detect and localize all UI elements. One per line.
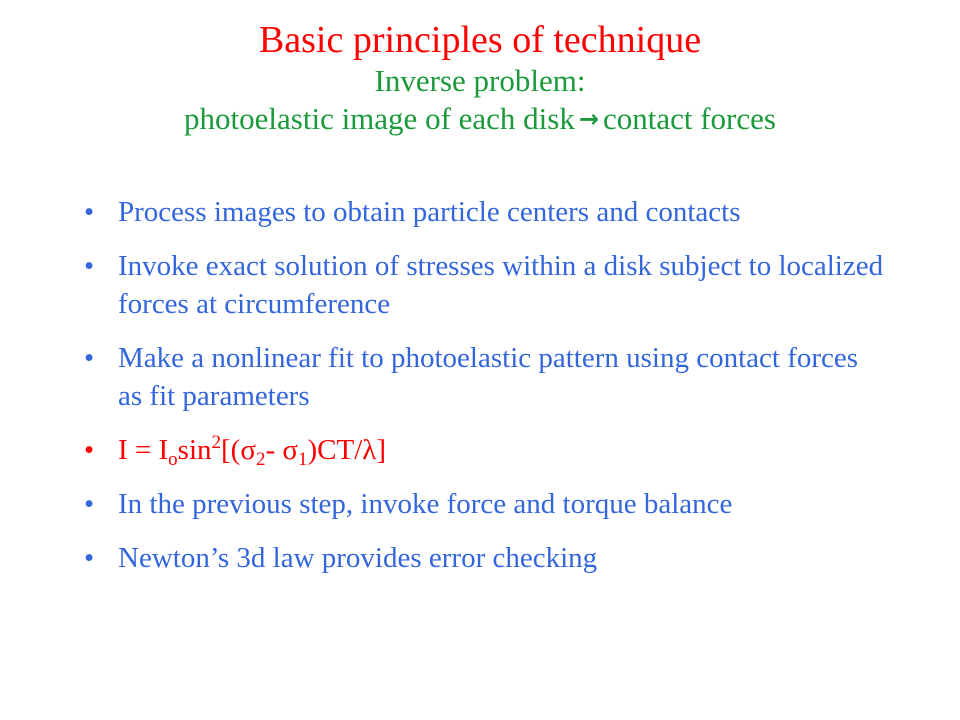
intensity-formula: $I = I_o\sin^2[(\sigma_2-$ $\sigma_1)CT/\lambda$]: [118, 432, 387, 470]
right-arrow-icon: →: [578, 105, 599, 133]
bullet-text: In the previous step, invoke force and torque balance: [118, 488, 733, 520]
bullet-dot: •: [84, 488, 95, 520]
bullet-item: [84, 247, 884, 323]
bullet-dot: •: [84, 434, 95, 466]
bullet-dot: •: [84, 542, 95, 574]
bullet-dot: •: [84, 342, 95, 374]
subtitle-right-text: contact forces: [602, 101, 776, 136]
bullet-item-formula: [84, 431, 884, 469]
slide-title: Basic principles of technique: [258, 19, 702, 61]
bullet-item: [84, 539, 884, 577]
bullet-item: [84, 193, 884, 231]
bullet-list: [84, 193, 884, 593]
title-block: [0, 18, 960, 138]
slide-subtitle-line-1: Inverse problem:: [374, 63, 586, 98]
bullet-item: [84, 485, 884, 523]
slide-subtitle-line-2: [0, 100, 960, 138]
bullet-text: Process images to obtain particle centers and contacts: [118, 196, 741, 228]
bullet-text: Make a nonlinear fit to photoelastic pattern using contact forces as fit parameters: [118, 342, 859, 412]
bullet-text: Newton’s 3d law provides error checking: [118, 542, 598, 574]
bullet-text: Invoke exact solution of stresses within a disk subject to localized forces at circumference: [118, 250, 884, 320]
bullet-dot: •: [84, 196, 95, 228]
subtitle-left-text: photoelastic image of each disk: [184, 101, 575, 136]
bullet-item: [84, 339, 884, 415]
bullet-dot: •: [84, 250, 95, 282]
